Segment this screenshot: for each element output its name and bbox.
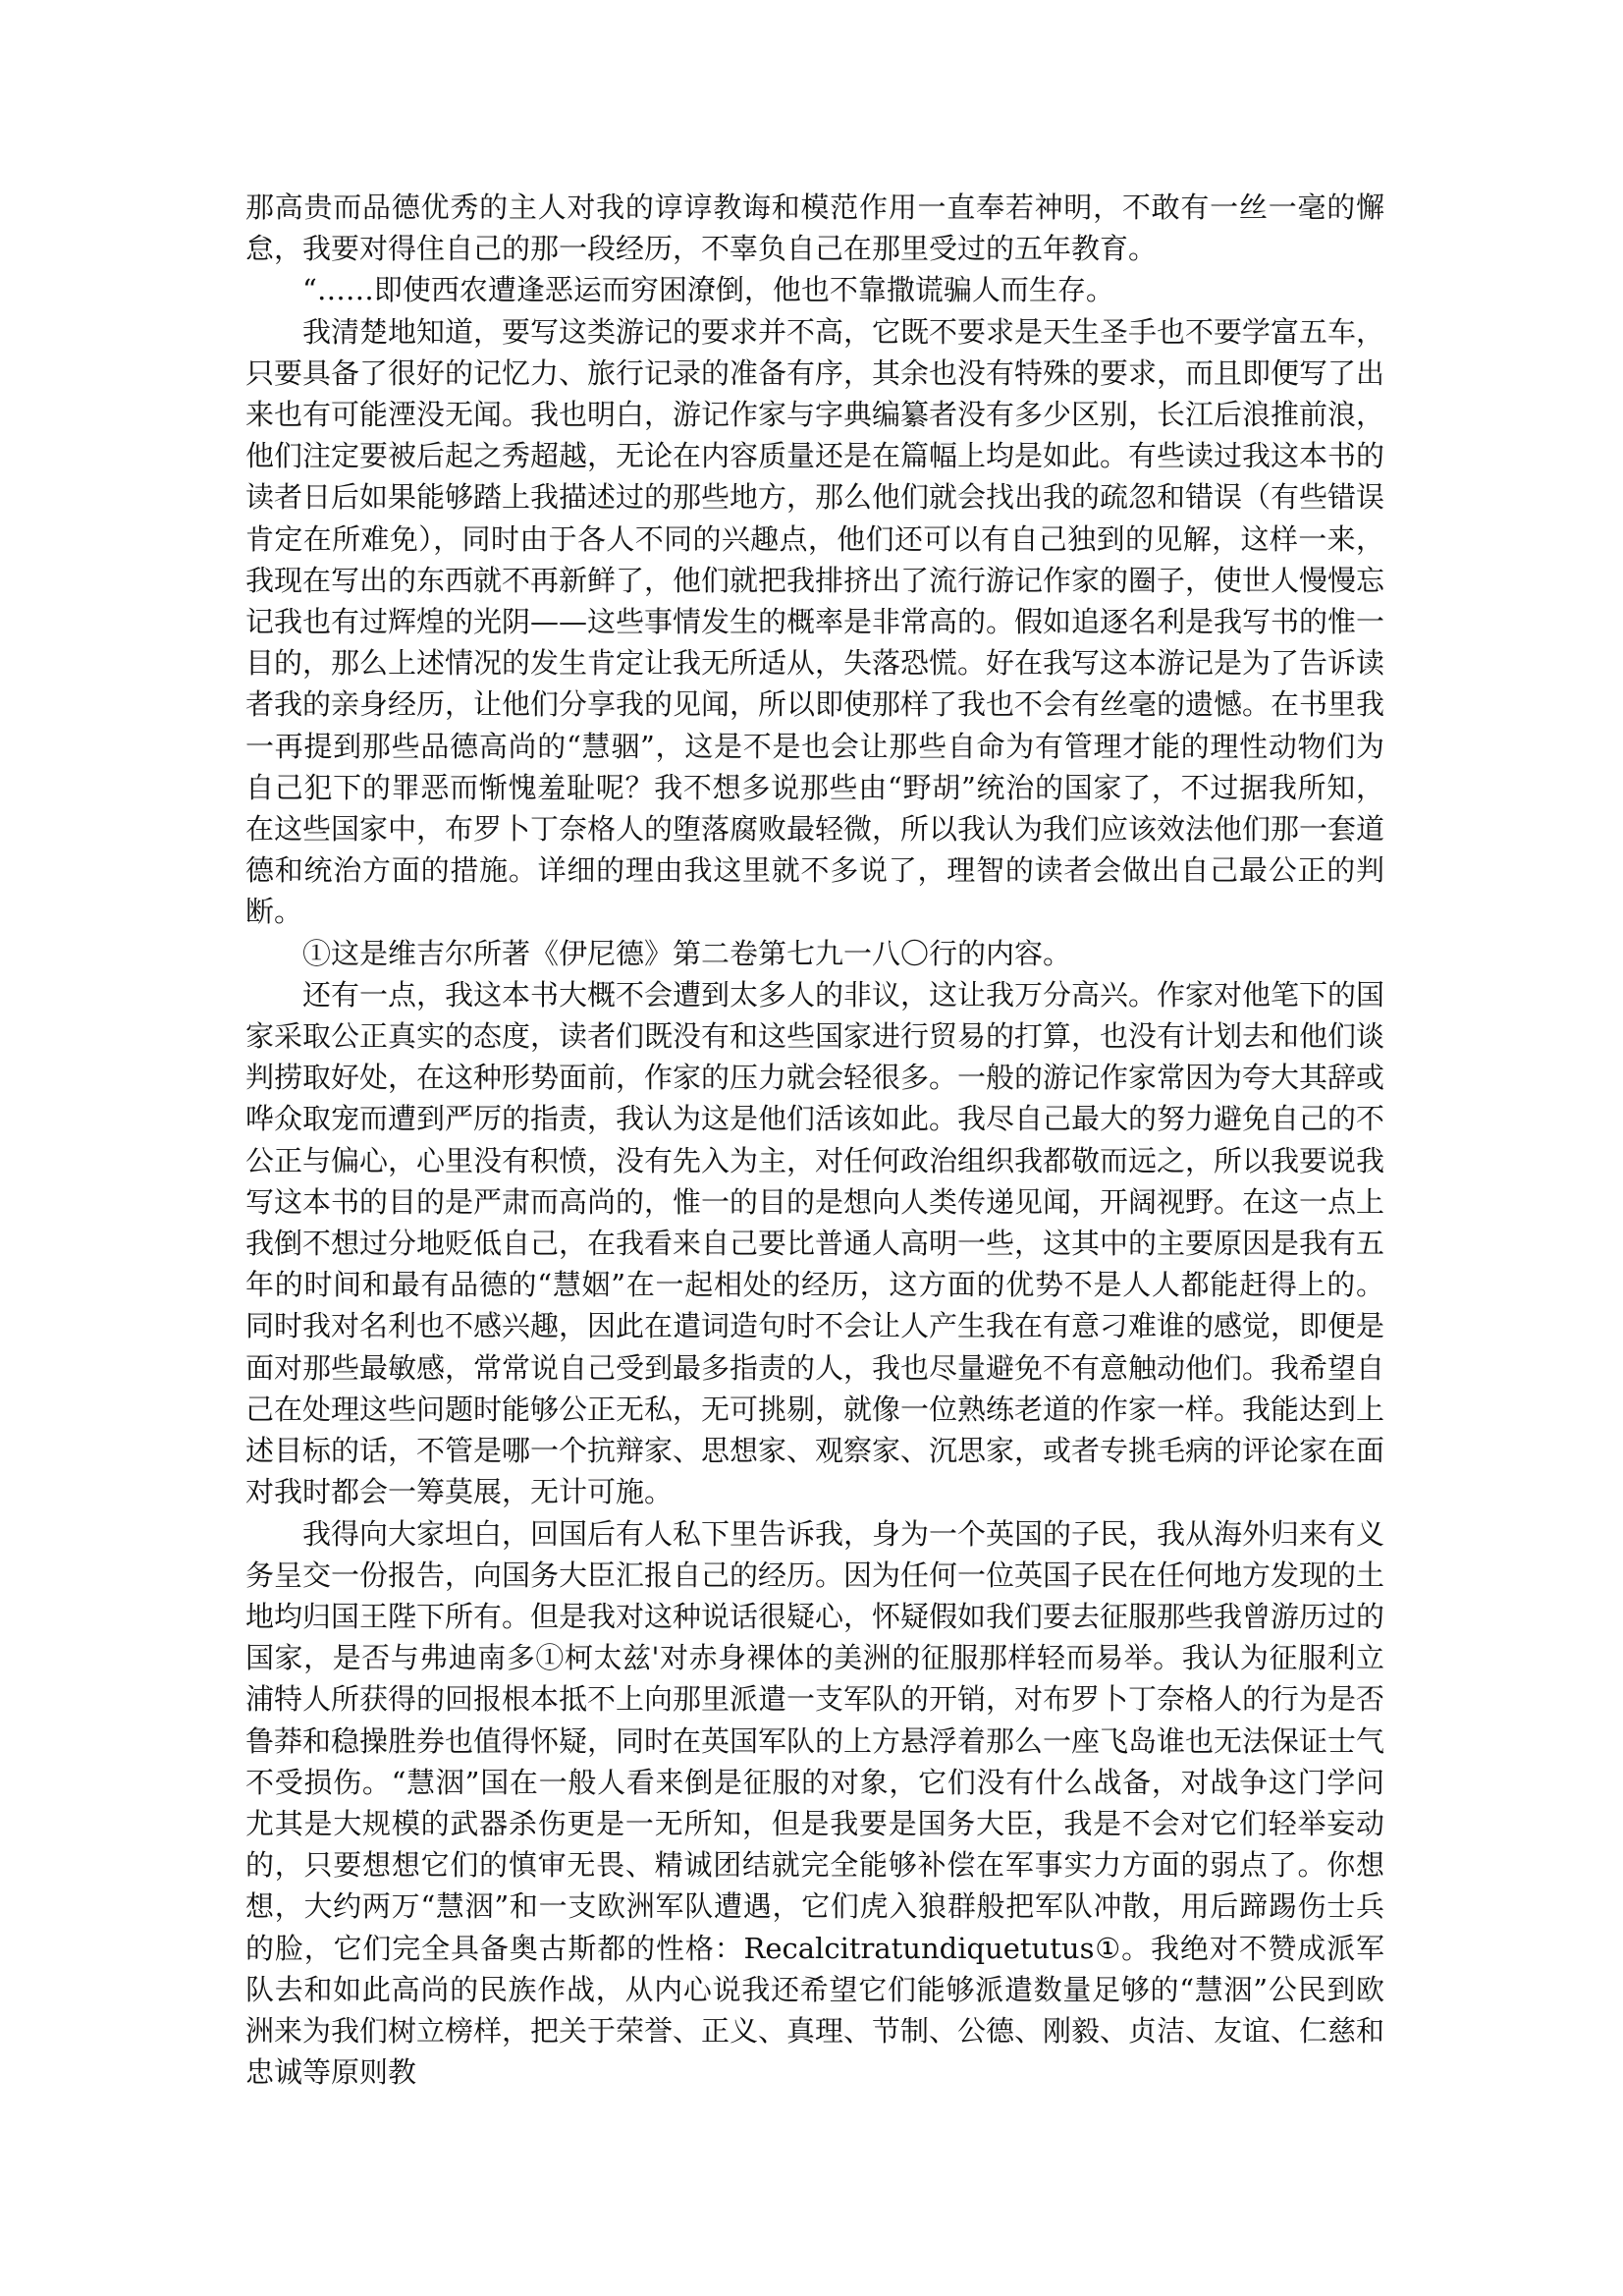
paragraph-quote: “……即使西农遭逢恶运而穷困潦倒，他也不靠撒谎骗人而生存。 [302, 273, 1114, 307]
paragraph-continuation: 那高贵而品德优秀的主人对我的谆谆教诲和模范作用一直奉若神明，不敢有一丝一毫的懈怠，我要对得住自己的那一段经历，不辜负自己在那里受过的五年教育。 [245, 191, 1384, 266]
footnote-paragraph: ①这是维吉尔所著《伊尼德》第二卷第七九一八〇行的内容。 [302, 936, 1072, 970]
body-text [245, 187, 1384, 2093]
paragraph-conquest: 我得向大家坦白，回国后有人私下里告诉我，身为一个英国的子民，我从海外归来有义务呈交一份报告，向国务大臣汇报自己的经历。因为任何一位英国子民在任何地方发现的土地均归国王陛下所有。但是我对这种说话很疑心，怀疑假如我们要去征服那些我曾游历过的国家，是否与弗迪南多①柯太兹'对赤身裸体的美洲的征服那样轻而易举。我认为征服利立浦特人所获得的回报根本抵不上向那里派遣一支军队的开销，对布罗卜丁奈格人的行为是否鲁莽和稳操胜券也值得怀疑，同时在英国军队的上方悬浮着那么一座飞岛谁也无法保证士气不受损伤。“慧洇”国在一般人看来倒是征服的对象，它们没有什么战备，对战争这门学问尤其是大规模的武器杀伤更是一无所知，但是我要是国务大臣，我是不会对它们轻举妄动的，只要想想它们的慎审无畏、精诚团结就完全能够补偿在军事实力方面的弱点了。你想想，大约两万“慧洇”和一支欧洲军队遭遇，它们虎入狼群般把军队冲散，用后蹄踢伤士兵的脸，它们完全具备奥古斯都的性格：Recalcitratundiquetutus①。我绝对不赞成派军队去和如此高尚的民族作战，从内心说我还希望它们能够派遣数量足够的“慧洇”公民到欧洲来为我们树立榜样，把关于荣誉、正义、真理、节制、公德、刚毅、贞洁、友谊、仁慈和忠诚等原则教 [245, 1516, 1385, 2090]
paragraph-travel-writing: 我清楚地知道，要写这类游记的要求并不高，它既不要求是天生圣手也不要学富五车，只要具备了很好的记忆力、旅行记录的准备有序，其余也没有特殊的要求，而且即便写了出来也有可能湮没无闻。我也明白，游记作家与字典编纂者没有多少区别，长江后浪推前浪，他们注定要被后起之秀超越，无论在内容质量还是在篇幅上均是如此。有些读过我这本书的读者日后如果能够踏上我描述过的那些地方，那么他们就会找出我的疏忽和错误（有些错误肯定在所难免），同时由于各人不同的兴趣点，他们还可以有自己独到的见解，这样一来，我现在写出的东西就不再新鲜了，他们就把我排挤出了流行游记作家的圈子，使世人慢慢忘记我也有过辉煌的光阴——这些事情发生的概率是非常高的。假如追逐名利是我写书的惟一目的，那么上述情况的发生肯定让我无所适从，失落恐慌。好在我写这本游记是为了告诉读者我的亲身经历，让他们分享我的见闻，所以即使那样了我也不会有丝毫的遗憾。在书里我一再提到那些品德高尚的“慧骃”，这是不是也会让那些自命为有管理才能的理性动物们为自己犯下的罪恶而惭愧羞耻呢？我不想多说那些由“野胡”统治的国家了，不过据我所知，在这些国家中，布罗卜丁奈格人的堕落腐败最轻微，所以我认为我们应该效法他们那一套道德和统治方面的措施。详细的理由我这里就不多说了，理智的读者会做出自己最公正的判断。 [245, 314, 1385, 929]
paragraph-fairness: 还有一点，我这本书大概不会遭到太多人的非议，这让我万分高兴。作家对他笔下的国家采取公正真实的态度，读者们既没有和这些国家进行贸易的打算，也没有计划去和他们谈判捞取好处，在这种形势面前，作家的压力就会轻很多。一般的游记作家常因为夸大其辞或哗众取宠而遭到严厉的指责，我认为这是他们活该如此。我尽自己最大的努力避免自己的不公正与偏心，心里没有积愤，没有先入为主，对任何政治组织我都敬而远之，所以我要说我写这本书的目的是严肃而高尚的，惟一的目的是想向人类传递见闻，开阔视野。在这一点上我倒不想过分地贬低自己，在我看来自己要比普通人高明一些，这其中的主要原因是我有五年的时间和最有品德的“慧姻”在一起相处的经历，这方面的优势不是人人都能赶得上的。同时我对名利也不感兴趣，因此在遣词造句时不会让人产生我在有意刁难谁的感觉，即便是面对那些最敏感，常常说自己受到最多指责的人，我也尽量避免不有意触动他们。我希望自己在处理这些问题时能够公正无私，无可挑剔，就像一位熟练老道的作家一样。我能达到上述目标的话，不管是哪一个抗辩家、思想家、观察家、沉思家，或者专挑毛病的评论家在面对我时都会一筹莫展，无计可施。 [245, 977, 1385, 1509]
